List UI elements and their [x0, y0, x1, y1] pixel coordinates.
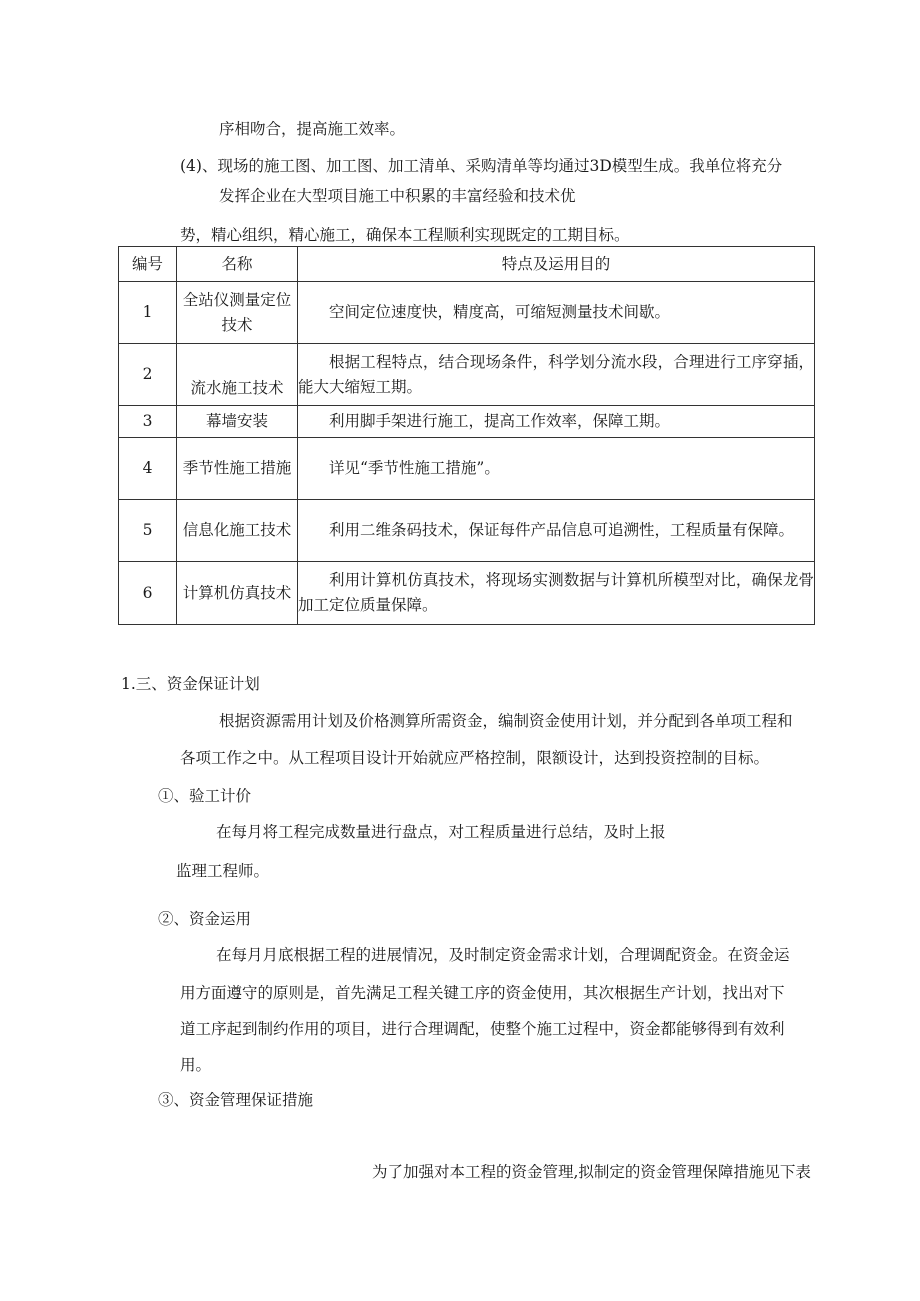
row-number: 4 — [119, 438, 177, 500]
row-name: 幕墙安装 — [177, 406, 298, 438]
paragraph-line: 势，精心组织，精心施工，确保本工程顺利实现既定的工期目标。 — [180, 226, 630, 244]
subsection-title: ①、验工计价 — [158, 787, 252, 805]
paragraph-line: 各项工作之中。从工程项目设计开始就应严格控制，限额设计，达到投资控制的目标。 — [180, 749, 770, 767]
table-row — [119, 282, 815, 344]
table-row — [119, 562, 815, 625]
technology-table — [118, 246, 815, 625]
row-name: 信息化施工技术 — [177, 500, 298, 562]
row-description: 利用二维条码技术，保证每件产品信息可追溯性，工程质量有保障。 — [298, 500, 815, 562]
table-header-row — [119, 247, 815, 282]
row-name: 流水施工技术 — [177, 344, 298, 406]
row-number: 3 — [119, 406, 177, 438]
paragraph-line: 道工序起到制约作用的项目，进行合理调配，使整个施工过程中，资金都能够得到有效利 — [180, 1020, 785, 1038]
row-number: 5 — [119, 500, 177, 562]
subsection-title: ②、资金运用 — [158, 910, 252, 928]
paragraph-line: 在每月将工程完成数量进行盘点，对工程质量进行总结，及时上报 — [216, 823, 666, 841]
subsection-title: ③、资金管理保证措施 — [158, 1091, 314, 1109]
table-row — [119, 406, 815, 438]
paragraph-line: 用方面遵守的原则是，首先满足工程关键工序的资金使用，其次根据生产计划，找出对下 — [180, 984, 785, 1002]
paragraph-line: 发挥企业在大型项目施工中积累的丰富经验和技术优 — [219, 187, 576, 205]
paragraph-line: 根据资源需用计划及价格测算所需资金，编制资金使用计划，并分配到各单项工程和 — [219, 712, 793, 730]
table-row — [119, 344, 815, 406]
row-description: 利用计算机仿真技术，将现场实测数据与计算机所模型对比，确保龙骨加工定位质量保障。 — [298, 562, 815, 625]
header-number: 编号 — [119, 247, 177, 282]
header-description: 特点及运用目的 — [298, 247, 815, 282]
row-description: 空间定位速度快，精度高，可缩短测量技术间歇。 — [298, 282, 815, 344]
paragraph-line: 监理工程师。 — [176, 862, 270, 880]
row-name: 计算机仿真技术 — [177, 562, 298, 625]
paragraph-line: 序相吻合，提高施工效率。 — [219, 120, 406, 138]
row-name: 全站仪测量定位技术 — [177, 282, 298, 344]
closing-line: 为了加强对本工程的资金管理,拟制定的资金管理保障措施见下表 — [372, 1163, 811, 1181]
row-number: 6 — [119, 562, 177, 625]
table-row — [119, 500, 815, 562]
table-row — [119, 438, 815, 500]
row-number: 2 — [119, 344, 177, 406]
row-description: 详见“季节性施工措施”。 — [298, 438, 815, 500]
row-description: 利用脚手架进行施工，提高工作效率，保障工期。 — [298, 406, 815, 438]
paragraph-line: 用。 — [180, 1056, 212, 1074]
header-name: 名称 — [177, 247, 298, 282]
row-description: 根据工程特点，结合现场条件，科学划分流水段，合理进行工序穿插，能大大缩短工期。 — [298, 344, 815, 406]
paragraph-line: 在每月月底根据工程的进展情况，及时制定资金需求计划，合理调配资金。在资金运 — [216, 946, 790, 964]
section-heading: 1.三、资金保证计划 — [121, 675, 260, 693]
row-name: 季节性施工措施 — [177, 438, 298, 500]
row-number: 1 — [119, 282, 177, 344]
paragraph-line: (4)、现场的施工图、加工图、加工清单、采购清单等均通过3D模型生成。我单位将充分 — [180, 157, 783, 175]
